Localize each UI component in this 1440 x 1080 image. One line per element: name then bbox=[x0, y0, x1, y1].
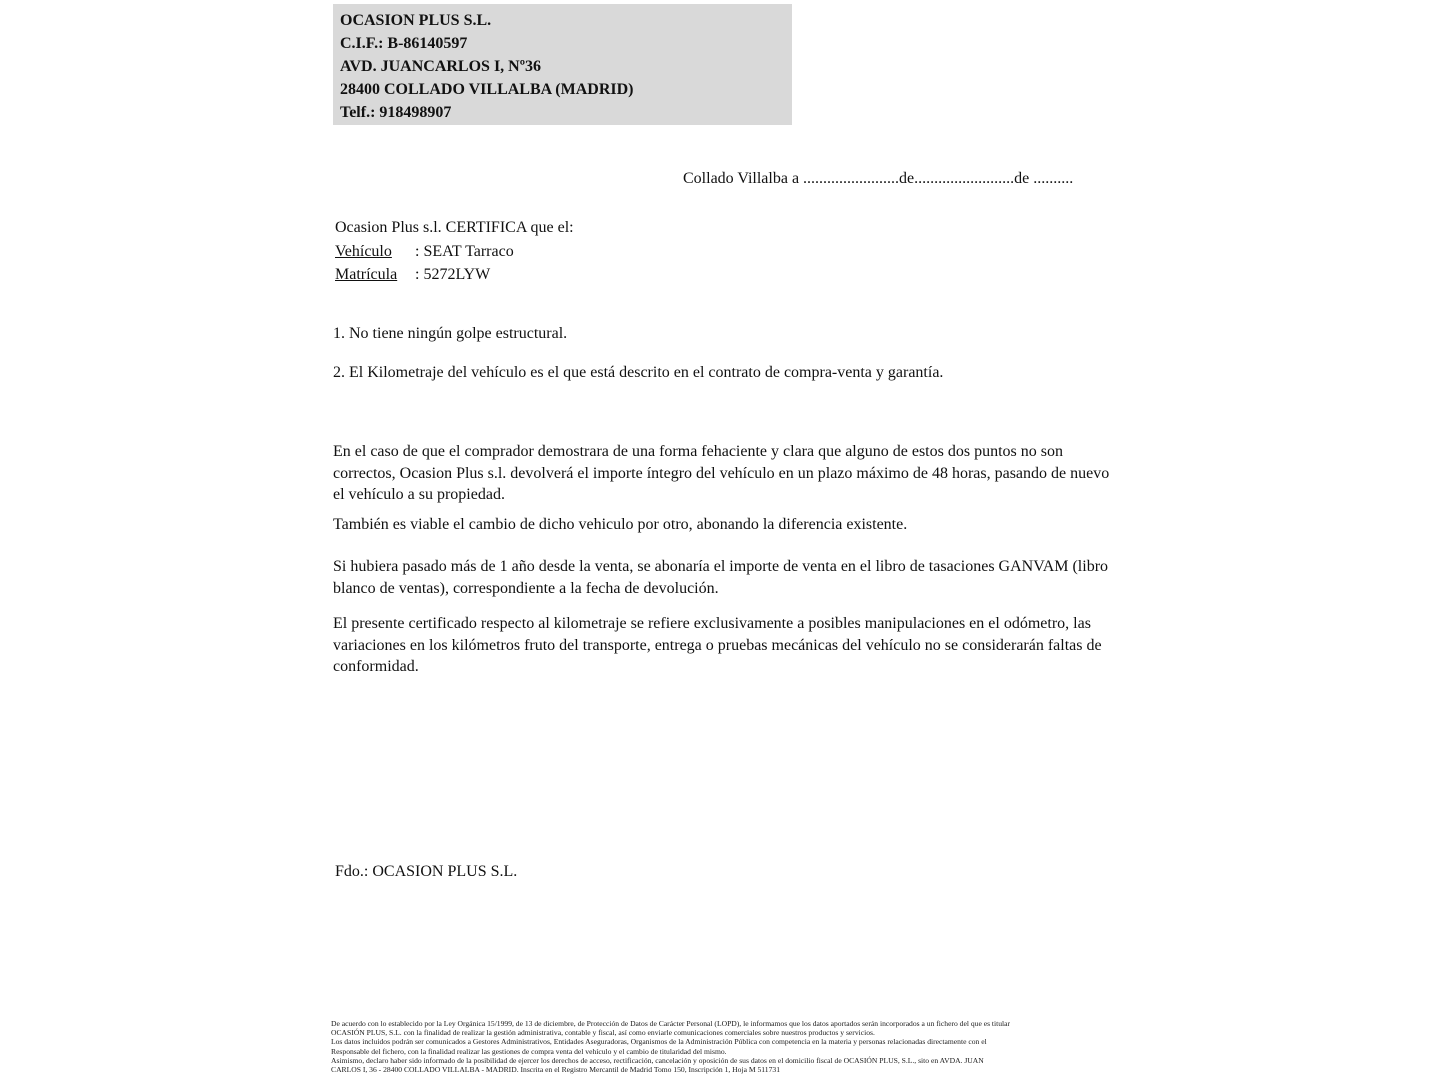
company-address: AVD. JUANCARLOS I, Nº36 bbox=[340, 58, 542, 75]
vehicle-row bbox=[335, 240, 574, 264]
paragraph-odometer: El presente certificado respecto al kilometraje se refiere exclusivamente a posibles manipulaciones en el odómetro, las variaciones en los kilómetros fruto del transporte, entrega o pruebas mecánicas del vehículo no se considerarán faltas de conformidad. bbox=[333, 615, 1102, 675]
company-cif: C.I.F.: B-86140597 bbox=[340, 35, 468, 52]
statement-1: 1. No tiene ningún golpe estructural. bbox=[333, 325, 568, 342]
company-city: 28400 COLLADO VILLALBA (MADRID) bbox=[340, 81, 634, 98]
plate-label: Matrícula bbox=[335, 266, 398, 283]
certification-block bbox=[335, 216, 574, 287]
company-phone: Telf.: 918498907 bbox=[340, 104, 452, 121]
paragraph-ganvam: Si hubiera pasado más de 1 año desde la venta, se abonaría el importe de venta en el libro de tasaciones GANVAM (libro blanco de ventas), correspondiente a la fecha de devolución. bbox=[333, 558, 1109, 597]
legal-line: Los datos incluidos podrán ser comunicados a Gestores Administrativos, Entidades Aseguradoras, Organismos de la Administración Pública con competencia en la materia y personas relacionadas directamente con el bbox=[331, 1037, 987, 1047]
company-header-box bbox=[333, 4, 792, 125]
legal-line: CARLOS I, 36 - 28400 COLLADO VILLALBA - MADRID. Inscrita en el Registro Mercantil de Madrid Tomo 150, Inscripción 1, Hoja M 511731 bbox=[331, 1065, 780, 1075]
certify-intro: Ocasion Plus s.l. CERTIFICA que el: bbox=[335, 219, 574, 236]
legal-line: De acuerdo con lo establecido por la Ley Orgánica 15/1999, de 13 de diciembre, de Protección de Datos de Carácter Personal (LOPD), le informamos que los datos aportados serán incorporados a un fichero del que es titular bbox=[331, 1019, 1011, 1028]
signature-line: Fdo.: OCASION PLUS S.L. bbox=[335, 863, 518, 880]
legal-line: OCASIÓN PLUS, S.L. con la finalidad de realizar la gestión administrativa, contable y fiscal, así como enviarle comunicaciones comerciales sobre nuestros productos y servicios. bbox=[331, 1028, 875, 1038]
vehicle-value: : SEAT Tarraco bbox=[415, 242, 514, 260]
company-name: OCASION PLUS S.L. bbox=[340, 12, 492, 29]
legal-disclaimer bbox=[331, 1019, 1111, 1074]
statement-2: 2. El Kilometraje del vehículo es el que está descrito en el contrato de compra-venta y garantía. bbox=[333, 364, 944, 381]
place-date-line: Collado Villalba a ........................de.........................de .......... bbox=[683, 170, 1074, 187]
paragraph-exchange: También es viable el cambio de dicho vehiculo por otro, abonando la diferencia existente. bbox=[333, 516, 908, 533]
legal-line: Asimismo, declaro haber sido informado de la posibilidad de ejercer los derechos de acceso, rectificación, cancelación y oposición de sus datos en el domicilio fiscal de OCASIÓN PLUS, S.L., sito en AVDA. JUAN bbox=[331, 1055, 984, 1065]
plate-row bbox=[335, 263, 574, 287]
legal-line: Responsable del fichero, con la finalidad realizar las gestiones de compra venta del vehículo y el cambio de titularidad del mismo. bbox=[331, 1046, 727, 1056]
plate-value: : 5272LYW bbox=[415, 266, 491, 283]
vehicle-label: Vehículo bbox=[335, 242, 392, 260]
paragraph-refund: En el caso de que el comprador demostrara de una forma fehaciente y clara que alguno de estos dos puntos no son correctos, Ocasion Plus s.l. devolverá el importe íntegro del vehículo en un plazo máximo de 48 horas, pasando de nuevo el vehículo a su propiedad. bbox=[333, 443, 1110, 503]
